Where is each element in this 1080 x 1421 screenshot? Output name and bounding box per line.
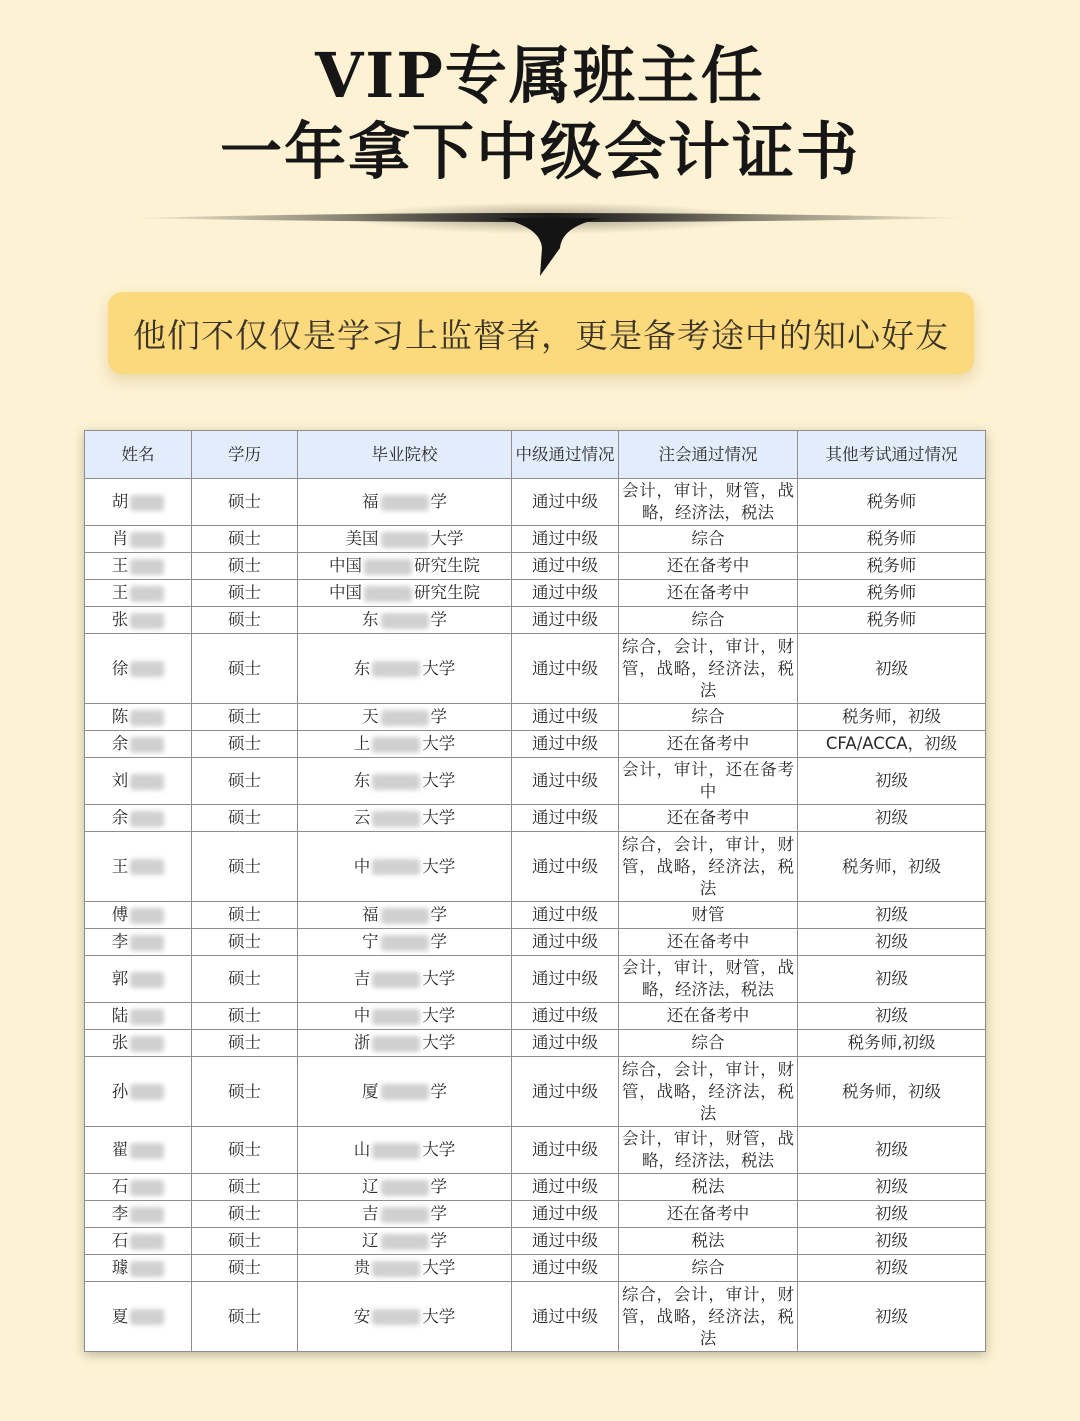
school-prefix: 云 bbox=[353, 808, 371, 827]
school-prefix: 宁 bbox=[362, 932, 379, 951]
redacted-name bbox=[130, 972, 164, 988]
cell-name bbox=[85, 1030, 192, 1057]
redacted-school bbox=[381, 532, 429, 548]
cell-degree: 硕士 bbox=[192, 956, 298, 1003]
cell-name bbox=[85, 956, 192, 1003]
cell-mid-status: 通过中级 bbox=[512, 1030, 619, 1057]
cell-school bbox=[298, 805, 512, 832]
table-row bbox=[85, 580, 986, 607]
cell-school bbox=[298, 902, 512, 929]
school-suffix: 大学 bbox=[422, 969, 456, 988]
name-surname: 徐 bbox=[111, 658, 129, 678]
cell-other-exams: 初级 bbox=[798, 1255, 986, 1282]
school-suffix: 学 bbox=[430, 932, 447, 951]
cell-name bbox=[85, 704, 192, 731]
table-row bbox=[85, 956, 986, 1003]
cell-school bbox=[298, 731, 512, 758]
table-row bbox=[85, 1057, 986, 1127]
cell-name bbox=[85, 1003, 192, 1030]
cell-other-exams: 税务师 bbox=[798, 479, 986, 526]
col-header-cpa: 注会通过情况 bbox=[619, 431, 798, 479]
col-header-other: 其他考试通过情况 bbox=[798, 431, 986, 479]
redacted-name bbox=[130, 811, 164, 827]
name-surname: 刘 bbox=[111, 771, 129, 790]
name-surname: 夏 bbox=[111, 1306, 129, 1326]
col-header-degree: 学历 bbox=[192, 431, 298, 479]
redacted-school bbox=[381, 1207, 429, 1223]
table-row bbox=[85, 634, 986, 704]
school-suffix: 研究生院 bbox=[414, 583, 480, 602]
name-surname: 璩 bbox=[111, 1258, 129, 1277]
school-prefix: 山 bbox=[353, 1140, 371, 1159]
school-prefix: 吉 bbox=[353, 969, 371, 988]
cell-other-exams: 税务师,初级 bbox=[798, 1030, 986, 1057]
cell-mid-status: 通过中级 bbox=[512, 902, 619, 929]
name-surname: 余 bbox=[111, 734, 129, 753]
school-prefix: 吉 bbox=[362, 1204, 379, 1223]
cell-degree: 硕士 bbox=[192, 553, 298, 580]
redacted-school bbox=[364, 559, 412, 575]
redacted-school bbox=[372, 972, 420, 988]
cell-mid-status: 通过中级 bbox=[512, 1174, 619, 1201]
name-surname: 胡 bbox=[111, 492, 129, 511]
table-row bbox=[85, 1003, 986, 1030]
name-surname: 张 bbox=[111, 610, 129, 629]
table-row bbox=[85, 902, 986, 929]
cell-school bbox=[298, 553, 512, 580]
cell-mid-status: 通过中级 bbox=[512, 704, 619, 731]
table-header-row bbox=[85, 431, 986, 479]
redacted-school bbox=[381, 495, 429, 511]
cell-cpa-status: 还在备考中 bbox=[619, 1201, 798, 1228]
cell-school bbox=[298, 479, 512, 526]
cell-other-exams: 初级 bbox=[798, 634, 986, 704]
cell-name bbox=[85, 731, 192, 758]
table-row bbox=[85, 1174, 986, 1201]
cell-school bbox=[298, 832, 512, 902]
redacted-school bbox=[372, 1309, 420, 1325]
table-row bbox=[85, 929, 986, 956]
cell-name bbox=[85, 479, 192, 526]
cell-other-exams: 税务师 bbox=[798, 580, 986, 607]
table-row bbox=[85, 526, 986, 553]
cell-degree: 硕士 bbox=[192, 1003, 298, 1030]
school-suffix: 学 bbox=[430, 610, 447, 629]
cell-cpa-status: 还在备考中 bbox=[619, 731, 798, 758]
cell-other-exams: 初级 bbox=[798, 1282, 986, 1352]
redacted-school bbox=[372, 737, 420, 753]
table-row bbox=[85, 1201, 986, 1228]
cell-other-exams: 初级 bbox=[798, 1127, 986, 1174]
school-prefix: 东 bbox=[353, 771, 371, 790]
table-row bbox=[85, 1030, 986, 1057]
school-prefix: 贵 bbox=[353, 1258, 371, 1277]
school-prefix: 美国 bbox=[345, 529, 379, 548]
cell-school bbox=[298, 634, 512, 704]
cell-name bbox=[85, 805, 192, 832]
cell-name bbox=[85, 1228, 192, 1255]
name-surname: 陆 bbox=[111, 1006, 129, 1025]
redacted-school bbox=[372, 1009, 420, 1025]
name-surname: 石 bbox=[111, 1177, 129, 1196]
school-prefix: 福 bbox=[362, 905, 379, 924]
name-surname: 傅 bbox=[111, 905, 129, 924]
school-suffix: 大学 bbox=[422, 1033, 456, 1052]
cell-other-exams: 初级 bbox=[798, 929, 986, 956]
school-suffix: 大学 bbox=[422, 771, 456, 790]
cell-school bbox=[298, 956, 512, 1003]
table-row bbox=[85, 731, 986, 758]
cell-school bbox=[298, 1057, 512, 1127]
redacted-name bbox=[130, 737, 164, 753]
headline-line-2: 一年拿下中级会计证书 bbox=[219, 115, 860, 188]
redacted-name bbox=[130, 1084, 164, 1100]
table-row bbox=[85, 1282, 986, 1352]
cell-other-exams: 税务师 bbox=[798, 553, 986, 580]
redacted-name bbox=[130, 559, 164, 575]
redacted-school bbox=[372, 661, 420, 677]
cell-name bbox=[85, 929, 192, 956]
headline-line-1: VIP专属班主任 bbox=[315, 39, 765, 112]
redacted-school bbox=[372, 1261, 420, 1277]
redacted-name bbox=[130, 1261, 164, 1277]
cell-degree: 硕士 bbox=[192, 1174, 298, 1201]
table-row bbox=[85, 607, 986, 634]
col-header-name: 姓名 bbox=[85, 431, 192, 479]
redacted-name bbox=[130, 495, 164, 511]
school-suffix: 学 bbox=[430, 492, 447, 511]
name-surname: 肖 bbox=[111, 529, 129, 548]
cell-name bbox=[85, 832, 192, 902]
cell-degree: 硕士 bbox=[192, 1057, 298, 1127]
school-suffix: 大学 bbox=[422, 658, 456, 678]
redacted-school bbox=[381, 908, 429, 924]
name-surname: 翟 bbox=[111, 1140, 129, 1159]
redacted-name bbox=[130, 613, 164, 629]
redacted-school bbox=[364, 586, 412, 602]
cell-school bbox=[298, 580, 512, 607]
name-surname: 王 bbox=[111, 583, 129, 602]
redacted-name bbox=[130, 661, 164, 677]
cell-mid-status: 通过中级 bbox=[512, 956, 619, 1003]
cell-name bbox=[85, 1174, 192, 1201]
school-prefix: 上 bbox=[353, 734, 371, 753]
redacted-name bbox=[130, 1143, 164, 1159]
cell-degree: 硕士 bbox=[192, 580, 298, 607]
redacted-name bbox=[130, 532, 164, 548]
school-prefix: 浙 bbox=[353, 1033, 371, 1052]
col-header-school: 毕业院校 bbox=[298, 431, 512, 479]
cell-degree: 硕士 bbox=[192, 634, 298, 704]
redacted-school bbox=[372, 811, 420, 827]
cell-cpa-status: 综合，会计，审计，财管，战略，经济法，税法 bbox=[619, 1057, 798, 1127]
cell-school bbox=[298, 929, 512, 956]
cell-other-exams: 初级 bbox=[798, 805, 986, 832]
name-surname: 张 bbox=[111, 1033, 129, 1052]
school-suffix: 学 bbox=[430, 1177, 447, 1196]
redacted-name bbox=[130, 1234, 164, 1250]
cell-other-exams: 初级 bbox=[798, 902, 986, 929]
cell-mid-status: 通过中级 bbox=[512, 1282, 619, 1352]
redacted-school bbox=[381, 1084, 429, 1100]
redacted-school bbox=[381, 1234, 429, 1250]
cell-school bbox=[298, 1174, 512, 1201]
name-surname: 李 bbox=[111, 932, 129, 951]
cell-mid-status: 通过中级 bbox=[512, 553, 619, 580]
cell-name bbox=[85, 1127, 192, 1174]
table-row bbox=[85, 832, 986, 902]
cell-degree: 硕士 bbox=[192, 1255, 298, 1282]
cell-other-exams: 初级 bbox=[798, 1201, 986, 1228]
cell-cpa-status: 税法 bbox=[619, 1174, 798, 1201]
cell-school bbox=[298, 1255, 512, 1282]
cell-mid-status: 通过中级 bbox=[512, 1003, 619, 1030]
cell-other-exams: 初级 bbox=[798, 1003, 986, 1030]
cell-other-exams: 初级 bbox=[798, 1174, 986, 1201]
school-prefix: 中国 bbox=[329, 556, 362, 575]
arrow-divider bbox=[130, 196, 970, 280]
cell-mid-status: 通过中级 bbox=[512, 607, 619, 634]
school-prefix: 辽 bbox=[362, 1231, 379, 1250]
redacted-school bbox=[372, 859, 420, 875]
school-suffix: 学 bbox=[430, 1081, 447, 1101]
redacted-school bbox=[372, 1036, 420, 1052]
cell-cpa-status: 财管 bbox=[619, 902, 798, 929]
school-suffix: 大学 bbox=[422, 856, 456, 876]
cell-other-exams: 税务师，初级 bbox=[798, 704, 986, 731]
cell-degree: 硕士 bbox=[192, 1201, 298, 1228]
cell-other-exams: 税务师 bbox=[798, 607, 986, 634]
cell-school bbox=[298, 1201, 512, 1228]
cell-mid-status: 通过中级 bbox=[512, 1201, 619, 1228]
school-prefix: 安 bbox=[353, 1306, 371, 1326]
cell-name bbox=[85, 1201, 192, 1228]
school-suffix: 大学 bbox=[430, 529, 464, 548]
table-row bbox=[85, 1127, 986, 1174]
cell-mid-status: 通过中级 bbox=[512, 731, 619, 758]
cell-other-exams: 税务师，初级 bbox=[798, 1057, 986, 1127]
cell-school bbox=[298, 1282, 512, 1352]
redacted-name bbox=[130, 1036, 164, 1052]
redacted-name bbox=[130, 1207, 164, 1223]
school-prefix: 福 bbox=[362, 492, 379, 511]
school-suffix: 大学 bbox=[422, 1306, 456, 1326]
redacted-school bbox=[381, 935, 429, 951]
cell-name bbox=[85, 1255, 192, 1282]
school-suffix: 大学 bbox=[422, 734, 456, 753]
cell-name bbox=[85, 607, 192, 634]
cell-cpa-status: 会计，审计，财管，战略，经济法，税法 bbox=[619, 479, 798, 526]
cell-school bbox=[298, 526, 512, 553]
cell-cpa-status: 综合，会计，审计，财管，战略，经济法，税法 bbox=[619, 634, 798, 704]
name-surname: 王 bbox=[111, 856, 129, 876]
table-row bbox=[85, 758, 986, 805]
cell-degree: 硕士 bbox=[192, 731, 298, 758]
cell-cpa-status: 综合 bbox=[619, 526, 798, 553]
redacted-name bbox=[130, 908, 164, 924]
cell-name bbox=[85, 902, 192, 929]
cell-degree: 硕士 bbox=[192, 1228, 298, 1255]
cell-degree: 硕士 bbox=[192, 1282, 298, 1352]
cell-school bbox=[298, 1228, 512, 1255]
name-surname: 郭 bbox=[111, 969, 129, 988]
school-suffix: 大学 bbox=[422, 1258, 456, 1277]
table-row bbox=[85, 704, 986, 731]
cell-mid-status: 通过中级 bbox=[512, 758, 619, 805]
cell-degree: 硕士 bbox=[192, 832, 298, 902]
cell-name bbox=[85, 634, 192, 704]
cell-name bbox=[85, 526, 192, 553]
cell-mid-status: 通过中级 bbox=[512, 479, 619, 526]
cell-cpa-status: 综合 bbox=[619, 607, 798, 634]
name-surname: 石 bbox=[111, 1231, 129, 1250]
cell-degree: 硕士 bbox=[192, 929, 298, 956]
cell-cpa-status: 还在备考中 bbox=[619, 1003, 798, 1030]
table-row bbox=[85, 479, 986, 526]
cell-degree: 硕士 bbox=[192, 758, 298, 805]
redacted-school bbox=[381, 710, 429, 726]
cell-name bbox=[85, 553, 192, 580]
cell-other-exams: CFA/ACCA，初级 bbox=[798, 731, 986, 758]
redacted-school bbox=[381, 613, 429, 629]
redacted-school bbox=[381, 1180, 429, 1196]
cell-mid-status: 通过中级 bbox=[512, 1228, 619, 1255]
redacted-name bbox=[130, 859, 164, 875]
name-surname: 王 bbox=[111, 556, 129, 575]
cell-cpa-status: 综合，会计，审计，财管，战略，经济法，税法 bbox=[619, 832, 798, 902]
cell-mid-status: 通过中级 bbox=[512, 929, 619, 956]
school-suffix: 学 bbox=[430, 1231, 447, 1250]
cell-name bbox=[85, 1057, 192, 1127]
school-suffix: 大学 bbox=[422, 1006, 456, 1025]
cell-degree: 硕士 bbox=[192, 902, 298, 929]
name-surname: 孙 bbox=[111, 1081, 129, 1101]
cell-school bbox=[298, 607, 512, 634]
table-body bbox=[85, 479, 986, 1352]
cell-cpa-status: 综合 bbox=[619, 1030, 798, 1057]
school-suffix: 学 bbox=[430, 1204, 447, 1223]
cell-school bbox=[298, 704, 512, 731]
school-prefix: 中国 bbox=[329, 583, 362, 602]
cell-school bbox=[298, 1030, 512, 1057]
cell-mid-status: 通过中级 bbox=[512, 580, 619, 607]
school-prefix: 厦 bbox=[362, 1081, 379, 1101]
school-prefix: 天 bbox=[362, 707, 379, 726]
cell-cpa-status: 会计，审计，财管，战略，经济法，税法 bbox=[619, 956, 798, 1003]
redacted-name bbox=[130, 1180, 164, 1196]
redacted-school bbox=[372, 1143, 420, 1159]
name-surname: 陈 bbox=[111, 707, 129, 726]
cell-name bbox=[85, 580, 192, 607]
cell-cpa-status: 还在备考中 bbox=[619, 580, 798, 607]
cell-degree: 硕士 bbox=[192, 1030, 298, 1057]
cell-other-exams: 税务师，初级 bbox=[798, 832, 986, 902]
school-prefix: 中 bbox=[353, 1006, 371, 1025]
redacted-name bbox=[130, 1309, 164, 1325]
cell-cpa-status: 还在备考中 bbox=[619, 805, 798, 832]
cell-mid-status: 通过中级 bbox=[512, 832, 619, 902]
cell-mid-status: 通过中级 bbox=[512, 634, 619, 704]
col-header-mid: 中级通过情况 bbox=[512, 431, 619, 479]
cell-cpa-status: 还在备考中 bbox=[619, 553, 798, 580]
cell-other-exams: 税务师 bbox=[798, 526, 986, 553]
cell-name bbox=[85, 1282, 192, 1352]
school-suffix: 大学 bbox=[422, 808, 456, 827]
redacted-name bbox=[130, 586, 164, 602]
redacted-name bbox=[130, 1009, 164, 1025]
table-row bbox=[85, 553, 986, 580]
cell-mid-status: 通过中级 bbox=[512, 1057, 619, 1127]
cell-cpa-status: 综合 bbox=[619, 704, 798, 731]
school-suffix: 研究生院 bbox=[414, 556, 480, 575]
name-surname: 余 bbox=[111, 808, 129, 827]
table-row bbox=[85, 805, 986, 832]
redacted-name bbox=[130, 935, 164, 951]
cell-mid-status: 通过中级 bbox=[512, 1255, 619, 1282]
cell-degree: 硕士 bbox=[192, 805, 298, 832]
cell-other-exams: 初级 bbox=[798, 1228, 986, 1255]
cell-cpa-status: 会计，审计，还在备考中 bbox=[619, 758, 798, 805]
student-roster-table bbox=[84, 430, 986, 1352]
cell-cpa-status: 综合 bbox=[619, 1255, 798, 1282]
cell-school bbox=[298, 758, 512, 805]
cell-degree: 硕士 bbox=[192, 479, 298, 526]
cell-other-exams: 初级 bbox=[798, 758, 986, 805]
cell-other-exams: 初级 bbox=[798, 956, 986, 1003]
cell-cpa-status: 会计，审计，财管，战略，经济法，税法 bbox=[619, 1127, 798, 1174]
school-prefix: 东 bbox=[362, 610, 379, 629]
name-surname: 李 bbox=[111, 1204, 129, 1223]
redacted-name bbox=[130, 774, 164, 790]
cell-degree: 硕士 bbox=[192, 526, 298, 553]
cell-degree: 硕士 bbox=[192, 1127, 298, 1174]
school-suffix: 学 bbox=[430, 905, 447, 924]
cell-cpa-status: 综合，会计，审计，财管，战略，经济法，税法 bbox=[619, 1282, 798, 1352]
table-row bbox=[85, 1255, 986, 1282]
cell-mid-status: 通过中级 bbox=[512, 805, 619, 832]
school-suffix: 学 bbox=[430, 707, 447, 726]
cell-school bbox=[298, 1127, 512, 1174]
tagline-banner: 他们不仅仅是学习上监督者，更是备考途中的知心好友 bbox=[108, 292, 974, 374]
cell-mid-status: 通过中级 bbox=[512, 526, 619, 553]
redacted-school bbox=[372, 774, 420, 790]
school-prefix: 中 bbox=[353, 856, 371, 876]
cell-degree: 硕士 bbox=[192, 704, 298, 731]
school-prefix: 辽 bbox=[362, 1177, 379, 1196]
cell-name bbox=[85, 758, 192, 805]
school-suffix: 大学 bbox=[422, 1140, 456, 1159]
cell-degree: 硕士 bbox=[192, 607, 298, 634]
school-prefix: 东 bbox=[353, 658, 371, 678]
cell-cpa-status: 还在备考中 bbox=[619, 929, 798, 956]
cell-cpa-status: 税法 bbox=[619, 1228, 798, 1255]
cell-school bbox=[298, 1003, 512, 1030]
cell-mid-status: 通过中级 bbox=[512, 1127, 619, 1174]
table-row bbox=[85, 1228, 986, 1255]
redacted-name bbox=[130, 710, 164, 726]
